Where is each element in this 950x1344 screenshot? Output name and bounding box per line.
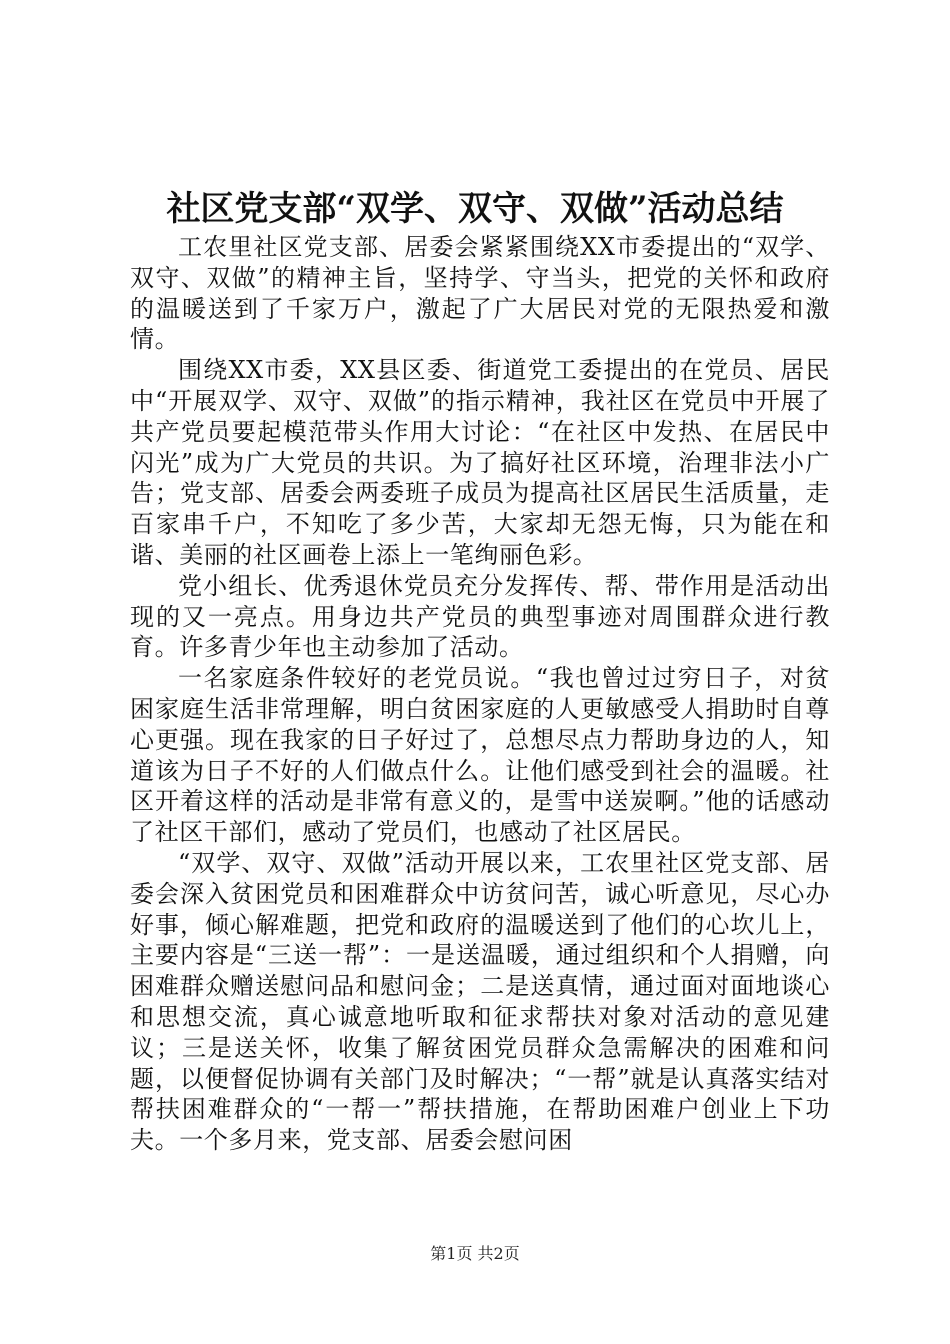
document-body	[130, 232, 830, 1156]
paragraph-1: 工农里社区党支部、居委会紧紧围绕XX市委提出的“双学、双守、双做”的精神主旨，坚持学、守当头，把党的关怀和政府的温暖送到了千家万户，激起了广大居民对党的无限热爱和激情。	[130, 233, 830, 354]
paragraph-4: 一名家庭条件较好的老党员说。“我也曾过过穷日子，对贫困家庭生活非常理解，明白贫困家庭的人更敏感受人捐助时自尊心更强。现在我家的日子好过了，总想尽点力帮助身边的人，知道该为日子不好的人们做点什么。让他们感受到社会的温暖。社区开着这样的活动是非常有意义的，是雪中送炭啊。”他的话感动了社区干部们，感动了党员们，也感动了社区居民。	[130, 664, 830, 847]
paragraph-2: 围绕XX市委，XX县区委、街道党工委提出的在党员、居民中“开展双学、双守、双做”的指示精神，我社区在党员中开展了共产党员要起模范带头作用大讨论：“在社区中发热、在居民中闪光”成为广大党员的共识。为了搞好社区环境，治理非法小广告；党支部、居委会两委班子成员为提高社区居民生活质量，走百家串千户，不知吃了多少苦，大家却无怨无悔，只为能在和谐、美丽的社区画卷上添上一笔绚丽色彩。	[130, 356, 830, 569]
page-footer: 第1页 共2页	[430, 1244, 520, 1263]
paragraph-3: 党小组长、优秀退休党员充分发挥传、帮、带作用是活动出现的又一亮点。用身边共产党员的典型事迹对周围群众进行教育。许多青少年也主动参加了活动。	[130, 571, 830, 662]
document-title: 社区党支部“双学、双守、双做”活动总结	[166, 189, 784, 229]
paragraph-5: “双学、双守、双做”活动开展以来，工农里社区党支部、居委会深入贫困党员和困难群众中访贫问苦，诚心听意见，尽心办好事，倾心解难题，把党和政府的温暖送到了他们的心坎儿上，主要内容是“三送一帮”：一是送温暖，通过组织和个人捐赠，向困难群众赠送慰问品和慰问金；二是送真情，通过面对面地谈心和思想交流，真心诚意地听取和征求帮扶对象对活动的意见建议；三是送关怀，收集了解贫困党员群众急需解决的困难和问题，以便督促协调有关部门及时解决；“一帮”就是认真落实结对帮扶困难群众的“一帮一”帮扶措施，在帮助困难户创业上下功夫。一个多月来，党支部、居委会慰问困	[130, 848, 830, 1155]
